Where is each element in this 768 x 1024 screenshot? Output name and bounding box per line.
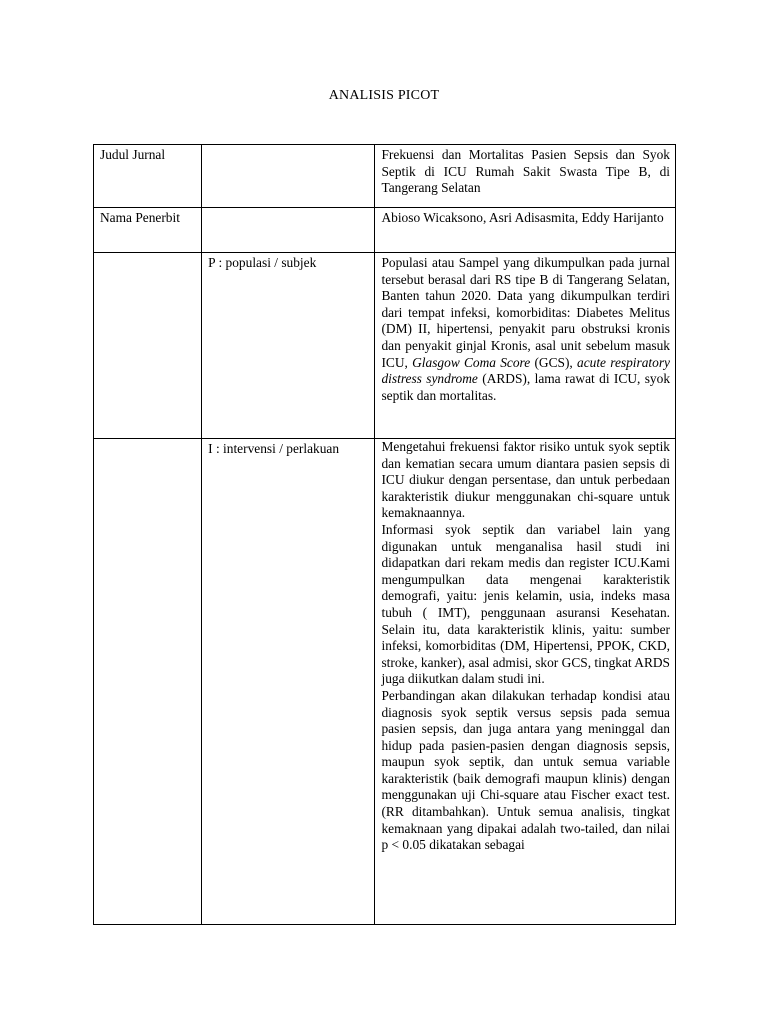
- row-label-empty: [94, 439, 202, 925]
- populasi-text-part-1: Populasi atau Sampel yang dikumpulkan pada jurnal tersebut berasal dari RS tipe B di Tangerang Selatan, Banten tahun 2020. Data yang dikumpulkan terdiri dari tempat infeksi, komorbiditas: Diabetes Melitus (DM) II, hipertensi, penyakit paru obstruksi kronis dan penyakit ginjal Kronis, asal unit sebelum masuk ICU,: [381, 255, 670, 370]
- populasi-text-part-3: (ARDS), lama rawat di ICU, syok septik dan mortalitas.: [381, 371, 671, 403]
- row-sublabel-populasi: P : populasi / subjek: [202, 253, 375, 439]
- row-content-nama-penerbit: [375, 208, 676, 253]
- table-row-intervensi: [94, 439, 676, 925]
- intervensi-paragraph-3: Perbandingan akan dilakukan terhadap kondisi atau diagnosis syok septik versus sepsis pada semua pasien sepsis, dan juga antara yang meninggal dan hidup pada pasien-pasien dengan diagnosis sepsis, maupun syok septik, dan untuk semua variable karakteristik (baik demografi maupun klinis) dengan menggunakan uji Chi-square atau Fischer exact test. (RR ditambahkan). Untuk semua analisis, tingkat kemaknaan yang dipakai adalah two-tailed, dan nilai p < 0.05 dikatakan sebagai: [381, 687, 670, 853]
- picot-table: [93, 144, 676, 925]
- row-content-judul-jurnal: [375, 145, 676, 208]
- intervensi-paragraph-2: Informasi syok septik dan variabel lain yang digunakan untuk menganalisa hasil studi ini didapatkan dari rekam medis dan register ICU.Kami mengumpulkan data mengenai karakteristik demografi, yaitu: jenis kelamin, usia, indeks masa tubuh ( IMT), penggunaan asuransi Kesehatan. Selain itu, data karakteristik klinis, yaitu: sumber infeksi, komorbiditas (DM, Hipertensi, PPOK, CKD, stroke, kanker), asal admisi, skor GCS, tingkat ARDS juga diikutkan dalam studi ini.: [381, 521, 670, 687]
- row-label-judul-jurnal: Judul Jurnal: [94, 145, 202, 208]
- populasi-text: [381, 253, 670, 404]
- row-label-empty: [94, 253, 202, 439]
- intervensi-text: [381, 439, 670, 924]
- row-content-intervensi: [375, 439, 676, 925]
- gcs-italic-text: Glasgow Coma Score: [412, 354, 531, 370]
- row-sublabel-empty: [202, 145, 375, 208]
- row-content-populasi: [375, 253, 676, 439]
- page-title: ANALISIS PICOT: [328, 88, 440, 103]
- journal-title-text: Frekuensi dan Mortalitas Pasien Sepsis dan Syok Septik di ICU Rumah Sakit Swasta Tipe B, di Tangerang Selatan: [381, 147, 670, 196]
- publisher-text: Abioso Wicaksono, Asri Adisasmita, Eddy Harijanto: [381, 210, 664, 225]
- row-sublabel-empty: [202, 208, 375, 253]
- populasi-text-part-2: (GCS),: [530, 354, 577, 370]
- intervensi-paragraph-1: Mengetahui frekuensi faktor risiko untuk syok septik dan kematian secara umum diantara pasien sepsis di ICU diukur dengan persentase, dan untuk perbedaan karakteristik diukur menggunakan chi-square untuk kemaknaannya.: [381, 439, 670, 521]
- table-row-judul-jurnal: [94, 145, 676, 208]
- row-label-nama-penerbit: Nama Penerbit: [94, 208, 202, 253]
- table-row-populasi: [94, 253, 676, 439]
- table-row-nama-penerbit: [94, 208, 676, 253]
- ards-italic-text: acute respiratory distress syndrome: [381, 354, 670, 387]
- row-sublabel-intervensi: I : intervensi / perlakuan: [202, 439, 375, 925]
